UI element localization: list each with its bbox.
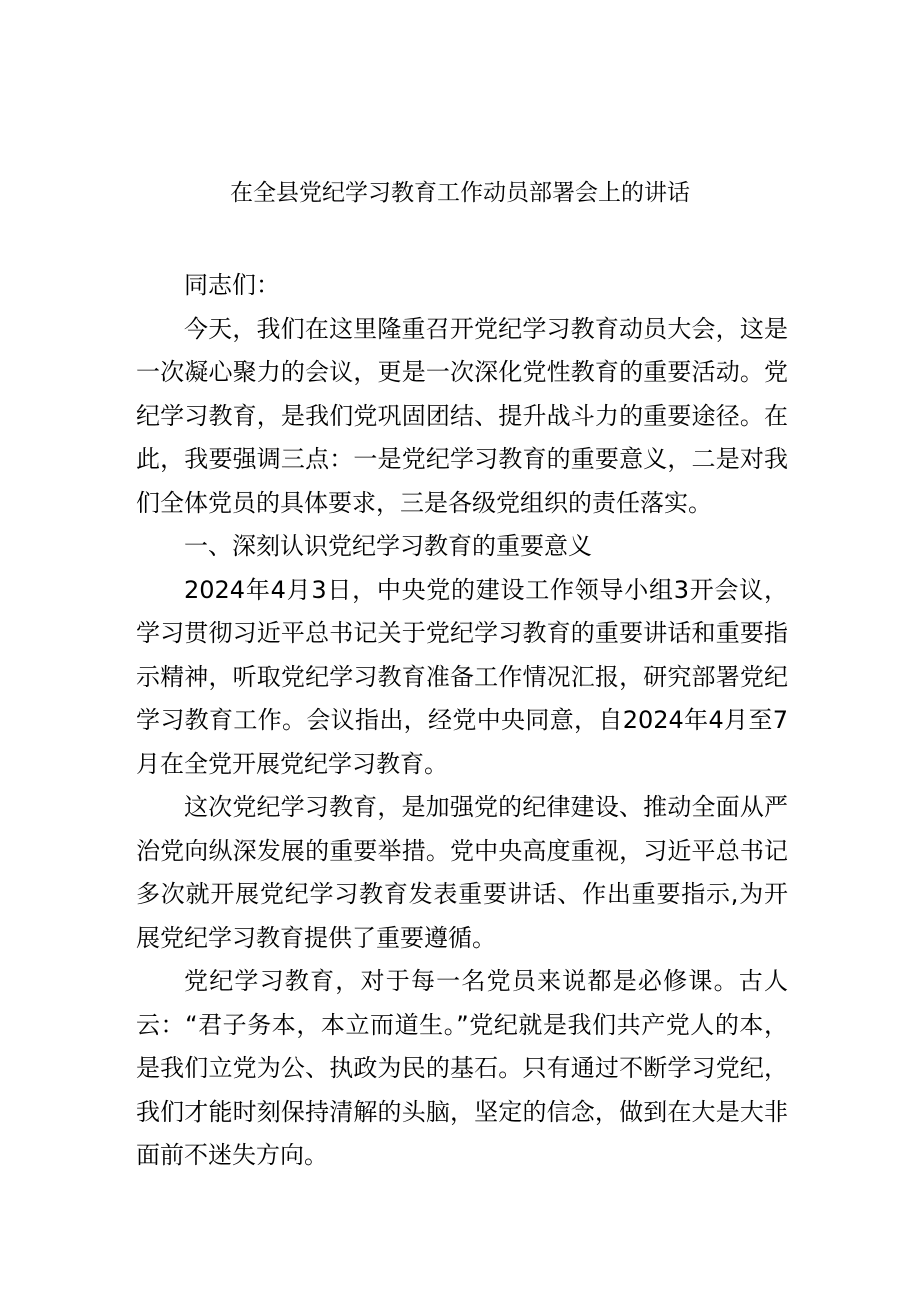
paragraph-significance: 这次党纪学习教育，是加强党的纪律建设、推动全面从严治党向纵深发展的重要举措。党中央高度重视，习近平总书记多次就开展党纪学习教育发表重要讲话、作出重要指示,为开展党纪学习教育提供了重要遵循。 — [136, 793, 788, 952]
paragraph-required-course: 党纪学习教育，对于每一名党员来说都是必修课。古人云：“君子务本，本立而道生。”党纪就是我们共产党人的本，是我们立党为公、执政为民的基石。只有通过不断学习党纪，我们才能时刻保持清解的头脑，坚定的信念，做到在大是大非面前不迷失方向。 — [136, 967, 788, 1169]
greeting: 同志们： — [184, 271, 280, 299]
paragraph-intro: 今天，我们在这里隆重召开党纪学习教育动员大会，这是一次凝心聚力的会议，更是一次深化党性教育的重要活动。党纪学习教育，是我们党巩固团结、提升战斗力的重要途径。在此，我要强调三点：一是党纪学习教育的重要意义，二是对我们全体党员的具体要求，三是各级党组织的责任落实。 — [136, 314, 788, 517]
document-body — [136, 264, 788, 1178]
paragraph-meeting: 2024年4月3日，中央党的建设工作领导小组3开会议，学习贯彻习近平总书记关于党纪学习教育的重要讲话和重要指示精神，听取党纪学习教育准备工作情况汇报，研究部署党纪学习教育工作。会议指出，经党中央同意，自2024年4月至7月在全党开展党纪学习教育。 — [136, 575, 788, 778]
document-title: 在全县党纪学习教育工作动员部署会上的讲话 — [230, 180, 690, 206]
section-heading: 一、深刻认识党纪学习教育的重要意义 — [184, 532, 592, 560]
